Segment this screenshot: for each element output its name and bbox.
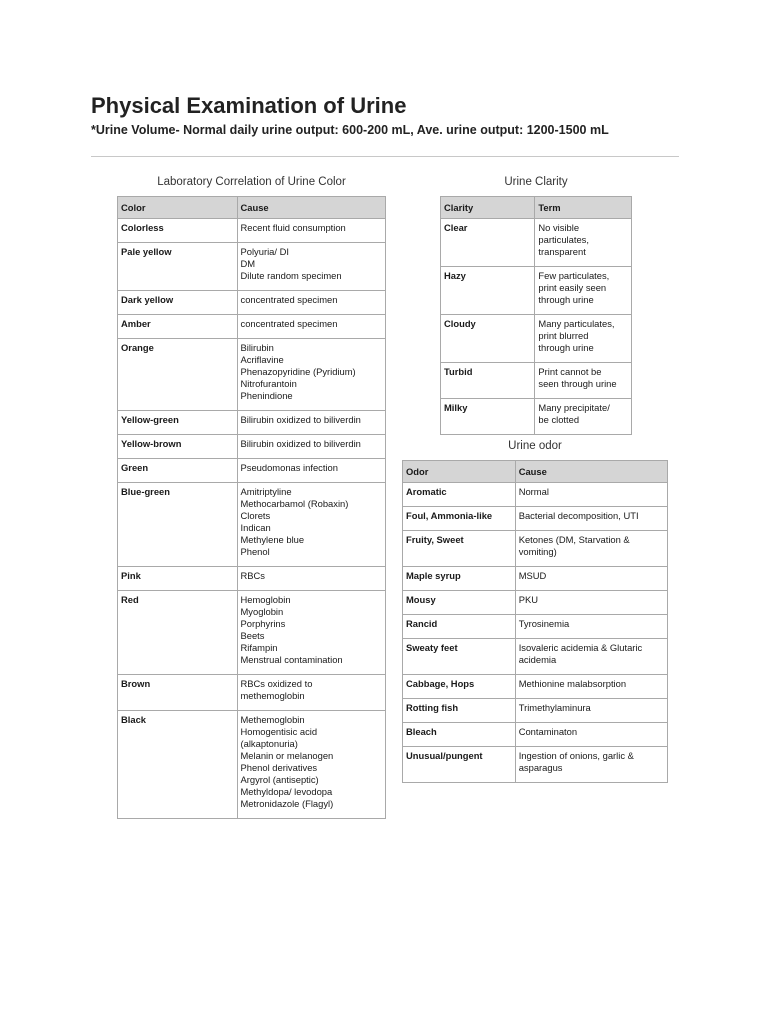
cell-text-line: PKU: [518, 594, 538, 605]
row-value: [237, 243, 386, 291]
row-label: Rancid: [403, 615, 516, 639]
row-label: Turbid: [441, 363, 535, 399]
column-header: Clarity: [441, 197, 535, 219]
table-row: [403, 747, 668, 783]
table-row: [403, 639, 668, 675]
row-label: Yellow-brown: [118, 435, 238, 459]
cell-text-line: Methionine malabsorption: [518, 678, 627, 689]
row-label: Aromatic: [403, 483, 516, 507]
cell-text-line: vomiting): [518, 546, 557, 557]
row-label: Colorless: [118, 219, 238, 243]
table-row: [441, 219, 632, 267]
cell-text-line: RBCs: [240, 570, 265, 581]
table-row: [441, 363, 632, 399]
cell-text-line: through urine: [538, 342, 594, 353]
row-value: [515, 567, 667, 591]
cell-text-line: Beets: [240, 630, 265, 641]
row-label: Dark yellow: [118, 291, 238, 315]
row-value: [535, 315, 632, 363]
row-label: Bleach: [403, 723, 516, 747]
cell-text-line: particulates,: [538, 234, 589, 245]
cell-text-line: Ingestion of onions, garlic &: [518, 750, 634, 761]
cell-text-line: through urine: [538, 294, 594, 305]
column-header: Color: [118, 197, 238, 219]
clarity-table: [440, 196, 632, 435]
row-label: Yellow-green: [118, 411, 238, 435]
row-label: Pale yellow: [118, 243, 238, 291]
cell-text-line: Indican: [240, 522, 271, 533]
row-label: Blue-green: [118, 483, 238, 567]
row-value: [237, 411, 386, 435]
cell-text-line: print blurred: [538, 330, 589, 341]
cell-text-line: seen through urine: [538, 378, 617, 389]
cell-text-line: Hemoglobin: [240, 594, 291, 605]
table-header-row: [403, 461, 668, 483]
table-row: [118, 675, 386, 711]
row-value: [515, 675, 667, 699]
column-header: Term: [535, 197, 632, 219]
cell-text-line: Myoglobin: [240, 606, 284, 617]
cell-text-line: Amitriptyline: [240, 486, 292, 497]
table-row: [118, 339, 386, 411]
row-label: Red: [118, 591, 238, 675]
cell-text-line: Dilute random specimen: [240, 270, 342, 281]
cell-text-line: print easily seen: [538, 282, 607, 293]
row-value: [237, 291, 386, 315]
row-value: [515, 615, 667, 639]
cell-text-line: Phenol: [240, 546, 270, 557]
table-row: [118, 219, 386, 243]
table-row: [403, 531, 668, 567]
cell-text-line: Melanin or melanogen: [240, 750, 334, 761]
table-header-row: [441, 197, 632, 219]
cell-text-line: Phenindione: [240, 390, 293, 401]
row-label: Pink: [118, 567, 238, 591]
cell-text-line: Porphyrins: [240, 618, 286, 629]
row-label: Unusual/pungent: [403, 747, 516, 783]
table-row: [403, 675, 668, 699]
row-label: Sweaty feet: [403, 639, 516, 675]
table-row: [403, 507, 668, 531]
cell-text-line: Trimethylaminura: [518, 702, 591, 713]
table-row: [403, 591, 668, 615]
table-row: [118, 315, 386, 339]
cell-text-line: Phenazopyridine (Pyridium): [240, 366, 356, 377]
cell-text-line: Bacterial decomposition, UTI: [518, 510, 639, 521]
cell-text-line: Normal: [518, 486, 549, 497]
cell-text-line: Acriflavine: [240, 354, 284, 365]
row-label: Maple syrup: [403, 567, 516, 591]
odor-table: [402, 460, 668, 783]
row-value: [237, 339, 386, 411]
cell-text-line: Metronidazole (Flagyl): [240, 798, 334, 809]
cell-text-line: Homogentisic acid: [240, 726, 318, 737]
cell-text-line: Phenol derivatives: [240, 762, 318, 773]
table-row: [118, 459, 386, 483]
column-header: Odor: [403, 461, 516, 483]
row-value: [515, 591, 667, 615]
column-header: Cause: [515, 461, 667, 483]
cell-text-line: MSUD: [518, 570, 547, 581]
cell-text-line: Few particulates,: [538, 270, 610, 281]
row-label: Brown: [118, 675, 238, 711]
table-row: [118, 435, 386, 459]
row-label: Green: [118, 459, 238, 483]
row-value: [515, 639, 667, 675]
page-subtitle: *Urine Volume- Normal daily urine output: 600-200 mL, Ave. urine output: 1200-1500 mL: [91, 123, 609, 137]
cell-text-line: Bilirubin oxidized to biliverdin: [240, 414, 361, 425]
row-value: [237, 219, 386, 243]
table-row: [441, 399, 632, 435]
cell-text-line: asparagus: [518, 762, 563, 773]
row-label: Mousy: [403, 591, 516, 615]
table-row: [118, 483, 386, 567]
page-title: Physical Examination of Urine: [91, 93, 407, 118]
cell-text-line: concentrated specimen: [240, 294, 338, 305]
cell-text-line: Bilirubin oxidized to biliverdin: [240, 438, 361, 449]
row-label: Hazy: [441, 267, 535, 315]
cell-text-line: transparent: [538, 246, 586, 257]
cell-text-line: Methylene blue: [240, 534, 305, 545]
row-value: [515, 531, 667, 567]
cell-text-line: Bilirubin: [240, 342, 274, 353]
cell-text-line: Rifampin: [240, 642, 278, 653]
row-value: [237, 591, 386, 675]
cell-text-line: Methocarbamol (Robaxin): [240, 498, 349, 509]
color-table-caption: Laboratory Correlation of Urine Color: [157, 176, 346, 188]
row-value: [237, 459, 386, 483]
row-label: Orange: [118, 339, 238, 411]
row-value: [237, 711, 386, 819]
cell-text-line: Pseudomonas infection: [240, 462, 338, 473]
cell-text-line: Ketones (DM, Starvation &: [518, 534, 630, 545]
row-label: Foul, Ammonia-like: [403, 507, 516, 531]
row-label: Amber: [118, 315, 238, 339]
table-row: [118, 711, 386, 819]
table-row: [441, 315, 632, 363]
cell-text-line: RBCs oxidized to: [240, 678, 313, 689]
row-label: Rotting fish: [403, 699, 516, 723]
cell-text-line: acidemia: [518, 654, 557, 665]
table-row: [118, 591, 386, 675]
cell-text-line: (alkaptonuria): [240, 738, 298, 749]
odor-table-caption: Urine odor: [508, 440, 562, 452]
table-row: [118, 411, 386, 435]
row-label: Cloudy: [441, 315, 535, 363]
row-label: Cabbage, Hops: [403, 675, 516, 699]
cell-text-line: Many particulates,: [538, 318, 615, 329]
cell-text-line: Print cannot be: [538, 366, 602, 377]
cell-text-line: No visible: [538, 222, 580, 233]
cell-text-line: Many precipitate/: [538, 402, 610, 413]
row-value: [515, 747, 667, 783]
cell-text-line: Methyldopa/ levodopa: [240, 786, 333, 797]
row-label: Black: [118, 711, 238, 819]
cell-text-line: Clorets: [240, 510, 271, 521]
cell-text-line: Contaminaton: [518, 726, 578, 737]
row-value: [237, 315, 386, 339]
table-row: [403, 483, 668, 507]
cell-text-line: Recent fluid consumption: [240, 222, 346, 233]
cell-text-line: Polyuria/ DI: [240, 246, 289, 257]
table-row: [403, 723, 668, 747]
table-row: [118, 567, 386, 591]
row-value: [237, 435, 386, 459]
table-row: [403, 699, 668, 723]
row-value: [237, 567, 386, 591]
table-row: [118, 243, 386, 291]
cell-text-line: concentrated specimen: [240, 318, 338, 329]
column-header: Cause: [237, 197, 386, 219]
row-value: [535, 267, 632, 315]
row-value: [515, 483, 667, 507]
row-value: [515, 699, 667, 723]
divider: [91, 156, 679, 157]
cell-text-line: Menstrual contamination: [240, 654, 343, 665]
row-value: [237, 675, 386, 711]
table-row: [118, 291, 386, 315]
cell-text-line: methemoglobin: [240, 690, 305, 701]
table-row: [403, 615, 668, 639]
table-row: [441, 267, 632, 315]
table-header-row: [118, 197, 386, 219]
row-value: [535, 219, 632, 267]
row-label: Fruity, Sweet: [403, 531, 516, 567]
cell-text-line: be clotted: [538, 414, 580, 425]
row-label: Clear: [441, 219, 535, 267]
row-value: [237, 483, 386, 567]
cell-text-line: DM: [240, 258, 256, 269]
cell-text-line: Argyrol (antiseptic): [240, 774, 319, 785]
table-row: [403, 567, 668, 591]
row-value: [535, 399, 632, 435]
cell-text-line: Nitrofurantoin: [240, 378, 297, 389]
row-label: Milky: [441, 399, 535, 435]
cell-text-line: Isovaleric acidemia & Glutaric: [518, 642, 643, 653]
row-value: [515, 507, 667, 531]
cell-text-line: Tyrosinemia: [518, 618, 570, 629]
row-value: [535, 363, 632, 399]
color-table: [117, 196, 386, 819]
clarity-table-caption: Urine Clarity: [504, 176, 568, 188]
row-value: [515, 723, 667, 747]
cell-text-line: Methemoglobin: [240, 714, 305, 725]
